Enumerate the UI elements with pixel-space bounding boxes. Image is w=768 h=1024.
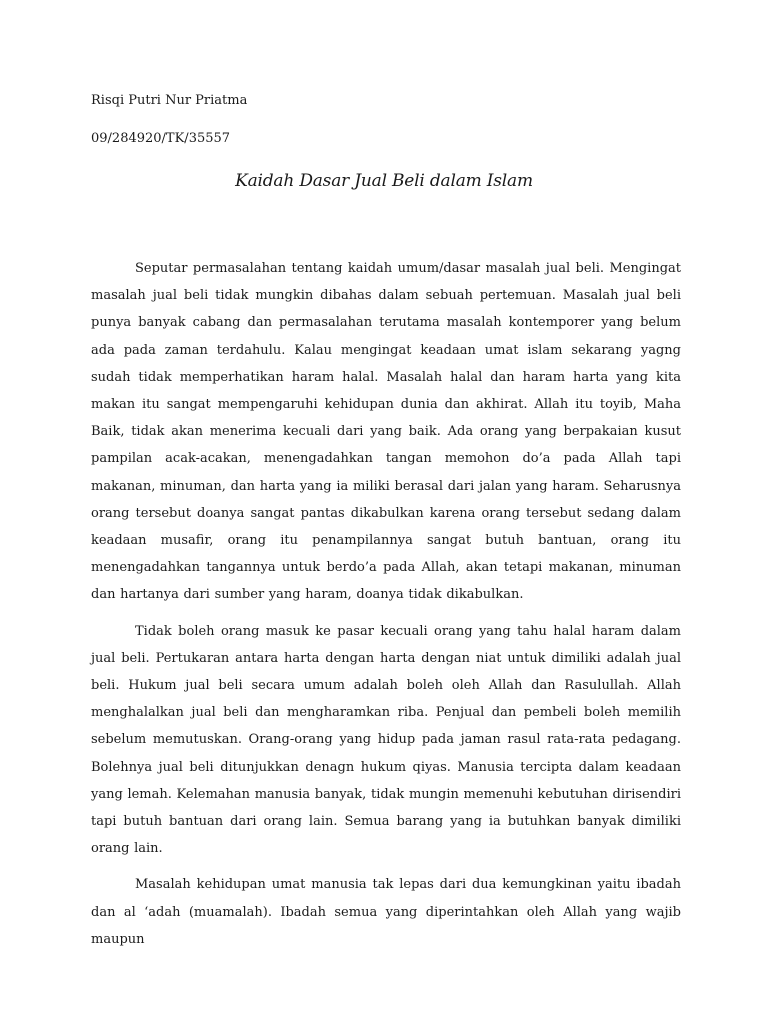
student-id: 09/284920/TK/35557 bbox=[91, 131, 231, 146]
paragraph-2: Tidak boleh orang masuk ke pasar kecuali orang yang tahu halal haram dalam jual beli. Pertukaran antara harta dengan harta dengan niat untuk dimiliki adalah jual beli. Hukum jual beli secara umum adalah boleh oleh Allah dan Rasulullah. Allah menghalalkan jual beli dan mengharamkan riba. Penjual dan pembeli boleh memilih sebelum memutuskan. Orang-orang yang hidup pada jaman rasul rata-rata pedagang. Bolehnya jual beli ditunjukkan denagn hukum qiyas. Manusia tercipta dalam keadaan yang lemah. Kelemahan manusia banyak, tidak mungin memenuhi kebutuhan dirisendiri tapi butuh bantuan dari orang lain. Semua barang yang ia butuhkan banyak dimiliki orang lain. bbox=[91, 623, 681, 857]
document-title: Kaidah Dasar Jual Beli dalam Islam bbox=[235, 171, 533, 191]
body-text bbox=[91, 255, 681, 962]
author-name: Risqi Putri Nur Priatma bbox=[91, 93, 248, 108]
paragraph-1: Seputar permasalahan tentang kaidah umum/dasar masalah jual beli. Mengingat masalah jual beli tidak mungkin dibahas dalam sebuah pertemuan. Masalah jual beli punya banyak cabang dan permasalahan terutama masalah kontemporer yang belum ada pada zaman terdahulu. Kalau mengingat keadaan umat islam sekarang yagng sudah tidak memperhatikan haram halal. Masalah halal dan haram harta yang kita makan itu sangat mempengaruhi kehidupan dunia dan akhirat. Allah itu toyib, Maha Baik, tidak akan menerima kecuali dari yang baik. Ada orang yang berpakaian kusut pampilan acak-acakan, menengadahkan tangan memohon do’a pada Allah tapi makanan, minuman, dan harta yang ia miliki berasal dari jalan yang haram. Seharusnya orang tersebut doanya sangat pantas dikabulkan karena orang tersebut sedang dalam keadaan musafir, orang itu penampilannya sangat butuh bantuan, orang itu menengadahkan tangannya untuk berdo’a pada Allah, akan tetapi makanan, minuman dan hartanya dari sumber yang haram, doanya tidak dikabulkan. bbox=[91, 261, 681, 603]
paragraph-3: Masalah kehidupan umat manusia tak lepas dari dua kemungkinan yaitu ibadah dan al ‘adah (muamalah). Ibadah semua yang diperintahkan oleh Allah yang wajib maupun bbox=[91, 877, 681, 947]
